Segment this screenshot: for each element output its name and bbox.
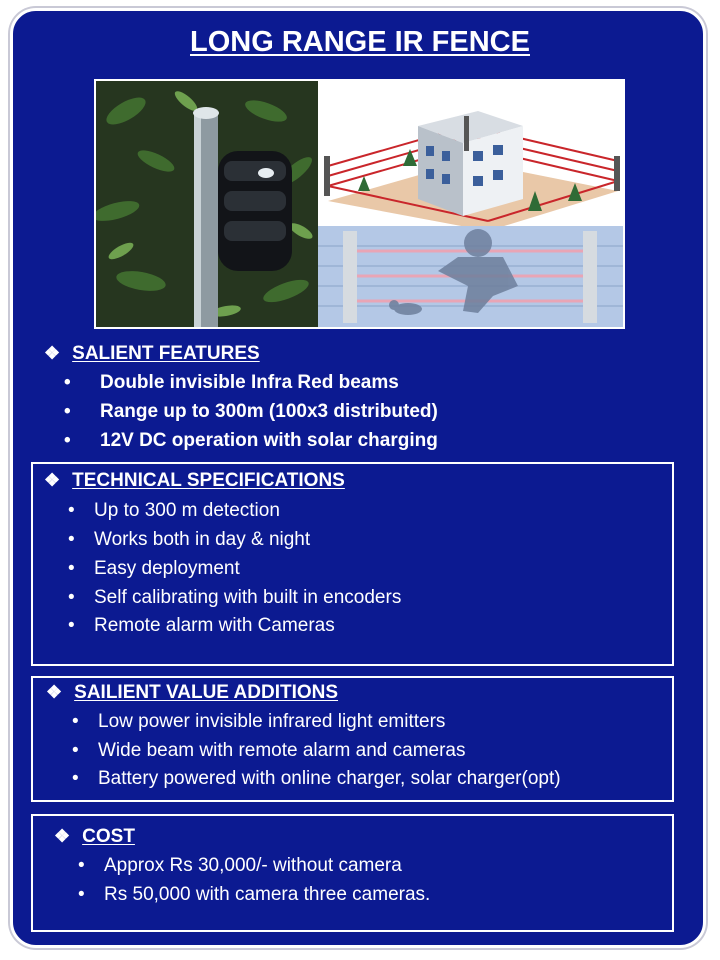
list-item-text: Battery powered with online charger, solar charger(opt) xyxy=(98,768,561,789)
dot-bullet-icon: • xyxy=(72,768,79,789)
list-item xyxy=(78,884,430,906)
diamond-bullet-icon: ❖ xyxy=(54,826,71,846)
list-item-text: Approx Rs 30,000/- without camera xyxy=(104,855,402,876)
ir-sensor-photo xyxy=(96,81,318,327)
list-item-text: Up to 300 m detection xyxy=(94,500,280,521)
technical-specifications-label: TECHNICAL SPECIFICATIONS xyxy=(72,470,345,491)
dot-bullet-icon: • xyxy=(72,711,79,732)
list-item-text: Easy deployment xyxy=(94,558,240,579)
list-item xyxy=(68,587,401,609)
fence-diagram xyxy=(318,81,623,327)
salient-features-heading xyxy=(44,343,260,365)
dot-bullet-icon: • xyxy=(78,855,85,876)
list-item xyxy=(72,711,445,733)
list-item-text: Wide beam with remote alarm and cameras xyxy=(98,740,466,761)
diamond-bullet-icon: ❖ xyxy=(46,682,63,702)
list-item xyxy=(64,372,399,394)
list-item-text: Low power invisible infrared light emitters xyxy=(98,711,446,732)
list-item xyxy=(64,401,438,423)
list-item xyxy=(72,740,465,762)
dot-bullet-icon: • xyxy=(64,401,71,422)
cost-heading xyxy=(54,826,135,848)
list-item xyxy=(72,768,561,790)
product-images xyxy=(94,79,625,329)
cost-label: COST xyxy=(82,826,135,847)
diamond-bullet-icon: ❖ xyxy=(44,470,61,490)
dot-bullet-icon: • xyxy=(64,430,71,451)
list-item-text: Works both in day & night xyxy=(94,529,311,550)
dot-bullet-icon: • xyxy=(68,500,75,521)
list-item xyxy=(64,430,438,452)
list-item-text: 12V DC operation with solar charging xyxy=(100,430,438,451)
diamond-bullet-icon: ❖ xyxy=(44,343,61,363)
dot-bullet-icon: • xyxy=(72,740,79,761)
list-item xyxy=(68,615,335,637)
list-item-text: Range up to 300m (100x3 distributed) xyxy=(100,401,438,422)
list-item xyxy=(68,558,240,580)
dot-bullet-icon: • xyxy=(68,529,75,550)
dot-bullet-icon: • xyxy=(78,884,85,905)
list-item-text: Double invisible Infra Red beams xyxy=(100,372,399,393)
dot-bullet-icon: • xyxy=(64,372,71,393)
value-additions-label: SAILIENT VALUE ADDITIONS xyxy=(74,682,339,703)
list-item xyxy=(68,500,280,522)
list-item-text: Remote alarm with Cameras xyxy=(94,615,335,636)
list-item-text: Self calibrating with built in encoders xyxy=(94,587,402,608)
dot-bullet-icon: • xyxy=(68,558,75,579)
page-title: LONG RANGE IR FENCE xyxy=(190,26,530,58)
technical-specifications-heading xyxy=(44,470,345,492)
list-item xyxy=(68,529,310,551)
list-item xyxy=(78,855,402,877)
dot-bullet-icon: • xyxy=(68,587,75,608)
dot-bullet-icon: • xyxy=(68,615,75,636)
value-additions-heading xyxy=(46,682,338,704)
salient-features-label: SALIENT FEATURES xyxy=(72,343,260,364)
list-item-text: Rs 50,000 with camera three cameras. xyxy=(104,884,431,905)
